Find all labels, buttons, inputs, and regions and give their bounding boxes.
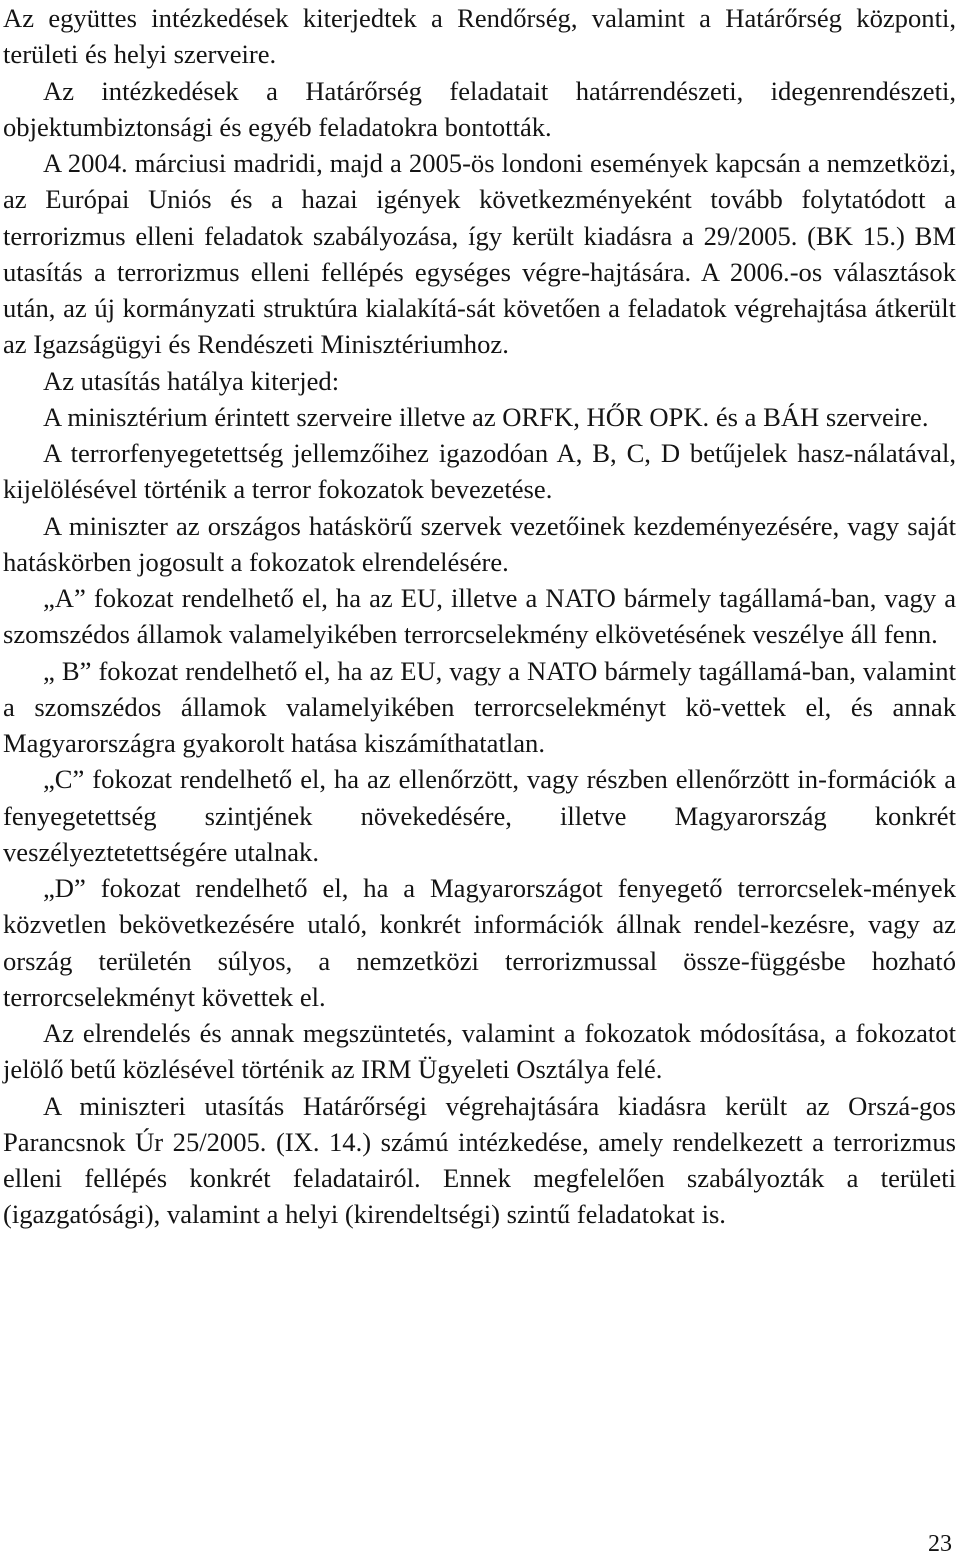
page-number: 23 xyxy=(928,1531,952,1557)
paragraph-4: Az utasítás hatálya kiterjed: xyxy=(43,365,340,396)
paragraph-1: Az együttes intézkedések kiterjedtek a Rendőrség, valamint a Határőrség központi, területi és helyi szerveire. xyxy=(3,3,956,70)
paragraph-3: A 2004. márciusi madridi, majd a 2005-ös londoni események kapcsán a nemzetközi, az Európai Uniós és a hazai igények következményeként tovább folytatódott a terrorizmus elleni feladatok szabályozása, így került kiadásra a 29/2005. (BK 15.) BM utasítás a terrorizmus elleni fellépés egységes végre-hajtására. A 2006.-os választások után, az új kormányzati struktúra kialakítá-sát követően a feladatok végrehajtása átkerült az Igazságügyi és Rendészeti Minisztériumhoz. xyxy=(3,148,956,360)
paragraph-9: „ B” fokozat rendelhető el, ha az EU, vagy a NATO bármely tagállamá-ban, valamint a szomszédos államok valamelyikében terrorcselekményt kö-vettek el, és annak Magyarországra gyakorolt hatása kiszámíthatatlan. xyxy=(3,655,956,758)
paragraph-5: A minisztérium érintett szerveire illetve az ORFK, HŐR OPK. és a BÁH szerveire. xyxy=(43,401,929,432)
paragraph-12: Az elrendelés és annak megszüntetés, valamint a fokozatok módosítása, a fokozatot jelölő betű közlésével történik az IRM Ügyeleti Osztálya felé. xyxy=(3,1018,956,1085)
paragraph-10: „C” fokozat rendelhető el, ha az ellenőrzött, vagy részben ellenőrzött in-formációk a fenyegetettség szintjének növekedésére, illetve Magyarország konkrét veszélyeztetettségére utalnak. xyxy=(3,764,956,867)
paragraph-2: Az intézkedések a Határőrség feladatait határrendészeti, idegenrendészeti, objektumbiztonsági és egyéb feladatokra bontották. xyxy=(3,75,956,142)
paragraph-13: A miniszteri utasítás Határőrségi végrehajtására kiadásra került az Orszá-gos Parancsnok Úr 25/2005. (IX. 14.) számú intézkedése, amely rendelkezett a terrorizmus elleni fellépés konkrét feladatairól. Ennek megfelelően szabályozták a területi (igazgatósági), valamint a helyi (kirendeltségi) szintű feladatokat is. xyxy=(3,1090,956,1230)
document-page xyxy=(3,0,956,1233)
paragraph-8: „A” fokozat rendelhető el, ha az EU, illetve a NATO bármely tagállamá-ban, vagy a szomszédos államok valamelyikében terrorcselekmény elkövetésének veszélye áll fenn. xyxy=(3,583,956,650)
paragraph-11: „D” fokozat rendelhető el, ha a Magyarországot fenyegető terrorcselek-mények közvetlen bekövetkezésére utaló, konkrét információk állnak rendel-kezésre, vagy az ország területén súlyos, a nemzetközi terrorizmussal össze-függésbe hozható terrorcselekményt követtek el. xyxy=(3,873,956,1012)
paragraph-6: A terrorfenyegetettség jellemzőihez igazodóan A, B, C, D betűjelek hasz-nálatával, kijelölésével történik a terror fokozatok bevezetése. xyxy=(3,438,956,505)
paragraph-7: A miniszter az országos hatáskörű szervek vezetőinek kezdeményezésére, vagy saját hatáskörben jogosult a fokozatok elrendelésére. xyxy=(3,510,956,577)
